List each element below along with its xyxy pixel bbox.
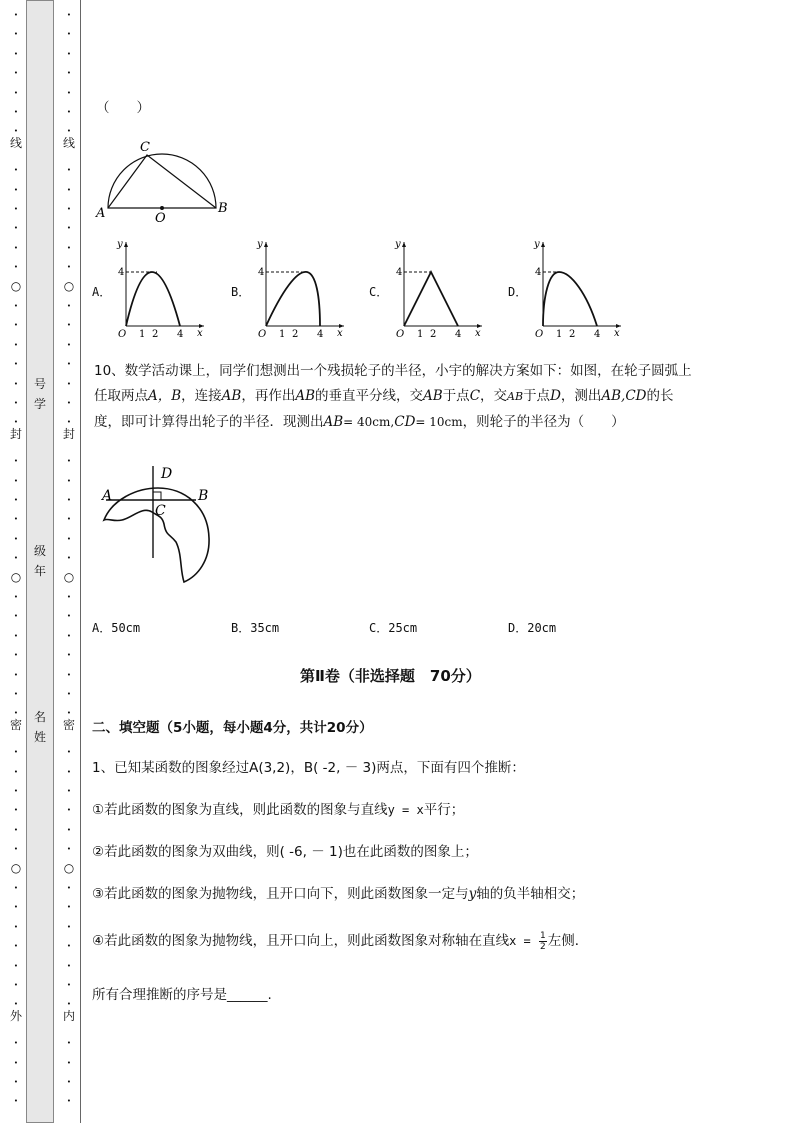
binding-gutter <box>26 0 54 1123</box>
y-label: y <box>117 239 123 250</box>
q10-option-b: B．35cm <box>231 621 280 635</box>
text: ③若此函数的图象为抛物线，且开口向下，则此函数图象一定与 <box>92 886 469 902</box>
binding-border-line <box>80 0 81 1123</box>
inner-mark-mi: 密 <box>62 718 75 732</box>
label-nian: 年 <box>33 564 46 578</box>
outer-mark-xian: 线 <box>9 136 22 150</box>
y-arrow <box>264 242 268 247</box>
binding-dot: • <box>66 108 72 116</box>
binding-dot: • <box>13 671 19 679</box>
curve <box>126 272 180 326</box>
outer-mark-circle: ○ <box>10 570 22 584</box>
binding-dot: • <box>13 69 19 77</box>
text: 的垂直平分线，交 <box>315 388 424 404</box>
label-a: A <box>102 488 113 504</box>
binding-dot: • <box>13 981 19 989</box>
y-label: y <box>395 239 401 250</box>
binding-dot: • <box>66 787 72 795</box>
text: ④若此函数的图象为抛物线，且开口向上，则此函数图象对称轴在直线 <box>92 933 510 949</box>
tick-1: 1 <box>556 329 563 340</box>
binding-dot: • <box>66 515 72 523</box>
right-angle-mark <box>153 492 161 500</box>
binding-dot: • <box>66 244 72 252</box>
binding-dot: • <box>66 612 72 620</box>
label-ji: 级 <box>33 544 46 558</box>
label-c: C <box>140 140 150 155</box>
answer-paren: （ ） <box>96 100 150 116</box>
q10-option-a: A．50cm <box>92 621 141 635</box>
math: AB,CD <box>601 388 647 404</box>
binding-dot: • <box>66 1059 72 1067</box>
binding-dot: • <box>13 418 19 426</box>
binding-dot: • <box>66 845 72 853</box>
graph-option-c <box>390 236 486 342</box>
denominator: 2 <box>540 941 546 952</box>
binding-dot: • <box>66 360 72 368</box>
option-c-label: C． <box>369 285 389 299</box>
binding-dot: • <box>13 632 19 640</box>
binding-dot: • <box>13 554 19 562</box>
binding-dot: • <box>13 321 19 329</box>
graph-option-a <box>112 236 208 342</box>
binding-dot: • <box>66 380 72 388</box>
binding-dot: • <box>13 593 19 601</box>
binding-dot: • <box>66 477 72 485</box>
binding-dot: • <box>66 671 72 679</box>
tick-4: 4 <box>455 329 462 340</box>
center-point <box>160 206 164 210</box>
y-label: y <box>257 239 263 250</box>
label-a: A <box>96 206 106 221</box>
x-label: x <box>337 328 343 339</box>
binding-dot: • <box>66 263 72 271</box>
binding-dot: • <box>66 1039 72 1047</box>
binding-dot: • <box>13 166 19 174</box>
binding-dot: • <box>66 11 72 19</box>
binding-dot: • <box>13 515 19 523</box>
fill1-answer-line: 所有合理推断的序号是______. <box>92 987 272 1003</box>
math: D <box>550 388 561 404</box>
binding-dot: • <box>66 748 72 756</box>
label-b: B <box>218 201 228 216</box>
binding-dot: • <box>66 50 72 58</box>
binding-dot: • <box>66 457 72 465</box>
label-xue: 学 <box>33 397 46 411</box>
binding-dot: • <box>13 30 19 38</box>
q10-line-2 <box>94 385 674 408</box>
binding-dot: • <box>66 321 72 329</box>
binding-dot: • <box>13 1078 19 1086</box>
binding-dot: • <box>66 651 72 659</box>
numerator: 1 <box>540 930 546 941</box>
binding-dot: • <box>66 1078 72 1086</box>
binding-dot: • <box>13 826 19 834</box>
binding-dot: • <box>66 884 72 892</box>
math: AB <box>423 388 443 404</box>
binding-dot: • <box>13 205 19 213</box>
q10-option-d: D．20cm <box>508 621 557 635</box>
y-mark: 4 <box>535 267 542 278</box>
fill1-statement-1 <box>92 799 464 821</box>
binding-dot: • <box>13 1097 19 1105</box>
binding-dot: • <box>13 535 19 543</box>
graph-option-d <box>529 236 625 342</box>
tick-1: 1 <box>279 329 286 340</box>
origin: O <box>396 329 405 340</box>
binding-dot: • <box>66 806 72 814</box>
text: 任取两点 <box>94 388 148 404</box>
x-label: x <box>475 328 481 339</box>
tick-1: 1 <box>139 329 146 340</box>
math: AB <box>295 388 316 404</box>
fill1-intro: 1、已知某函数的图象经过A(3,2)，B( -2, － 3)两点，下面有四个推断： <box>92 760 525 776</box>
binding-dot: • <box>66 690 72 698</box>
y-label: y <box>534 239 540 250</box>
binding-dot: • <box>13 477 19 485</box>
binding-dot: • <box>13 186 19 194</box>
triangle-chords <box>108 155 216 208</box>
text: ①若此函数的图象为直线，则此函数的图象与直线 <box>92 802 388 818</box>
math: AB <box>221 388 242 404</box>
text: 平行； <box>423 802 465 818</box>
binding-dot: • <box>66 923 72 931</box>
x-label: x <box>614 328 620 339</box>
binding-dot: • <box>66 709 72 717</box>
semicircle-path <box>108 154 216 208</box>
label-ming: 名 <box>33 710 46 724</box>
tick-2: 2 <box>152 329 159 340</box>
curve <box>266 272 320 326</box>
binding-dot: • <box>66 903 72 911</box>
binding-dot: • <box>13 1000 19 1008</box>
y-mark: 4 <box>396 267 403 278</box>
binding-dot: • <box>66 942 72 950</box>
y-arrow <box>402 242 406 247</box>
text: ，连接 <box>181 388 222 404</box>
binding-dot: • <box>66 186 72 194</box>
label-o: O <box>155 211 166 225</box>
binding-dot: • <box>13 962 19 970</box>
fraction <box>539 931 547 952</box>
binding-dot: • <box>13 50 19 58</box>
binding-dot: • <box>13 224 19 232</box>
binding-dot: • <box>13 108 19 116</box>
binding-dot: • <box>13 1039 19 1047</box>
origin: O <box>535 329 544 340</box>
inner-mark-circle: ○ <box>63 570 75 584</box>
tick-2: 2 <box>430 329 437 340</box>
q10-option-c: C．25cm <box>369 621 418 635</box>
math: CD <box>394 414 416 430</box>
binding-dot: • <box>66 632 72 640</box>
text: ，测出 <box>560 388 602 404</box>
inner-mark-nei: 内 <box>62 1009 75 1023</box>
text: 于点 <box>523 388 551 404</box>
text: ，则轮子的半径为（ ） <box>462 414 625 430</box>
section-heading: 二、填空题（5小题，每小题4分，共计20分） <box>92 720 373 736</box>
binding-dot: • <box>66 302 72 310</box>
binding-dot: • <box>13 690 19 698</box>
math: x = <box>509 934 539 948</box>
origin: O <box>258 329 267 340</box>
binding-dot: • <box>13 651 19 659</box>
math: A，B <box>148 388 182 404</box>
text: 左侧． <box>547 933 589 949</box>
tick-2: 2 <box>292 329 299 340</box>
binding-dot: • <box>66 205 72 213</box>
origin: O <box>118 329 127 340</box>
math: = 10cm <box>415 415 463 429</box>
binding-dot: • <box>66 962 72 970</box>
section-title: 第Ⅱ卷（非选择题 70分） <box>300 667 481 685</box>
binding-dot: • <box>13 399 19 407</box>
binding-dot: • <box>66 341 72 349</box>
y-arrow <box>541 242 545 247</box>
binding-dot: • <box>66 1000 72 1008</box>
binding-dot: • <box>13 127 19 135</box>
binding-dot: • <box>66 826 72 834</box>
binding-dot: • <box>13 244 19 252</box>
binding-dot: • <box>66 535 72 543</box>
binding-dot: • <box>66 69 72 77</box>
fill1-statement-4 <box>92 930 588 952</box>
binding-dot: • <box>13 923 19 931</box>
inner-mark-feng: 封 <box>62 427 75 441</box>
label-b: B <box>198 488 209 504</box>
binding-margin <box>0 0 90 1123</box>
binding-dot: • <box>13 302 19 310</box>
x-label: x <box>197 328 203 339</box>
binding-dot: • <box>66 496 72 504</box>
binding-dot: • <box>13 806 19 814</box>
binding-dot: • <box>13 612 19 620</box>
binding-dot: • <box>66 554 72 562</box>
outer-mark-wai: 外 <box>9 1009 22 1023</box>
binding-dot: • <box>66 1097 72 1105</box>
binding-dot: • <box>66 981 72 989</box>
inner-mark-xian: 线 <box>62 136 75 150</box>
binding-dot: • <box>66 89 72 97</box>
binding-dot: • <box>66 418 72 426</box>
y-mark: 4 <box>118 267 125 278</box>
binding-dot: • <box>13 768 19 776</box>
arc-ab: AB <box>507 390 524 403</box>
curve <box>404 272 458 326</box>
label-xing: 姓 <box>33 730 46 744</box>
binding-dot: • <box>13 263 19 271</box>
text: ，交 <box>480 388 508 404</box>
q10-line-3 <box>94 411 625 433</box>
text: 的长 <box>646 388 674 404</box>
tick-2: 2 <box>569 329 576 340</box>
option-b-label: B． <box>231 285 251 299</box>
binding-dot: • <box>66 30 72 38</box>
text: 度，即可计算得出轮子的半径．现测出 <box>94 414 324 430</box>
binding-dot: • <box>13 748 19 756</box>
outer-mark-circle: ○ <box>10 279 22 293</box>
binding-dot: • <box>13 709 19 717</box>
binding-dot: • <box>13 457 19 465</box>
binding-dot: • <box>66 166 72 174</box>
graph-option-b <box>252 236 348 342</box>
math: y <box>468 886 477 902</box>
outer-mark-circle: ○ <box>10 861 22 875</box>
label-d: D <box>161 466 173 482</box>
tick-4: 4 <box>317 329 324 340</box>
outer-mark-mi: 密 <box>9 718 22 732</box>
binding-dot: • <box>13 360 19 368</box>
binding-dot: • <box>13 11 19 19</box>
text: 轴的负半轴相交； <box>476 886 585 902</box>
binding-dot: • <box>13 496 19 504</box>
binding-dot: • <box>13 787 19 795</box>
text: 于点 <box>442 388 470 404</box>
math: C <box>469 388 481 404</box>
q10-line-1: 10、数学活动课上，同学们想测出一个残损轮子的半径，小宇的解决方案如下：如图，在轮子圆弧上 <box>94 363 692 379</box>
label-c: C <box>155 503 166 519</box>
text: ，再作出 <box>241 388 296 404</box>
semicircle-figure <box>92 135 237 225</box>
binding-dot: • <box>66 768 72 776</box>
tick-1: 1 <box>417 329 424 340</box>
binding-dot: • <box>13 942 19 950</box>
tick-4: 4 <box>177 329 184 340</box>
math: y = x <box>387 803 424 817</box>
tick-4: 4 <box>594 329 601 340</box>
broken-wheel-figure <box>92 460 222 590</box>
label-hao: 号 <box>33 377 46 391</box>
fill1-statement-2: ②若此函数的图象为双曲线，则( -6, － 1)也在此函数的图象上； <box>92 844 478 860</box>
binding-dot: • <box>13 341 19 349</box>
y-arrow <box>124 242 128 247</box>
binding-dot: • <box>13 903 19 911</box>
option-a-label: A． <box>92 285 112 299</box>
inner-mark-circle: ○ <box>63 279 75 293</box>
option-d-label: D． <box>508 285 528 299</box>
y-mark: 4 <box>258 267 265 278</box>
fill1-statement-3 <box>92 883 584 905</box>
math: = 40cm, <box>343 415 395 429</box>
binding-dot: • <box>66 127 72 135</box>
binding-dot: • <box>13 1059 19 1067</box>
math: AB <box>323 414 344 430</box>
curve <box>543 272 597 326</box>
binding-dot: • <box>13 884 19 892</box>
binding-dot: • <box>13 380 19 388</box>
outer-mark-feng: 封 <box>9 427 22 441</box>
binding-dot: • <box>66 399 72 407</box>
inner-mark-circle: ○ <box>63 861 75 875</box>
binding-dot: • <box>66 593 72 601</box>
binding-dot: • <box>66 224 72 232</box>
binding-dot: • <box>13 845 19 853</box>
binding-dot: • <box>13 89 19 97</box>
